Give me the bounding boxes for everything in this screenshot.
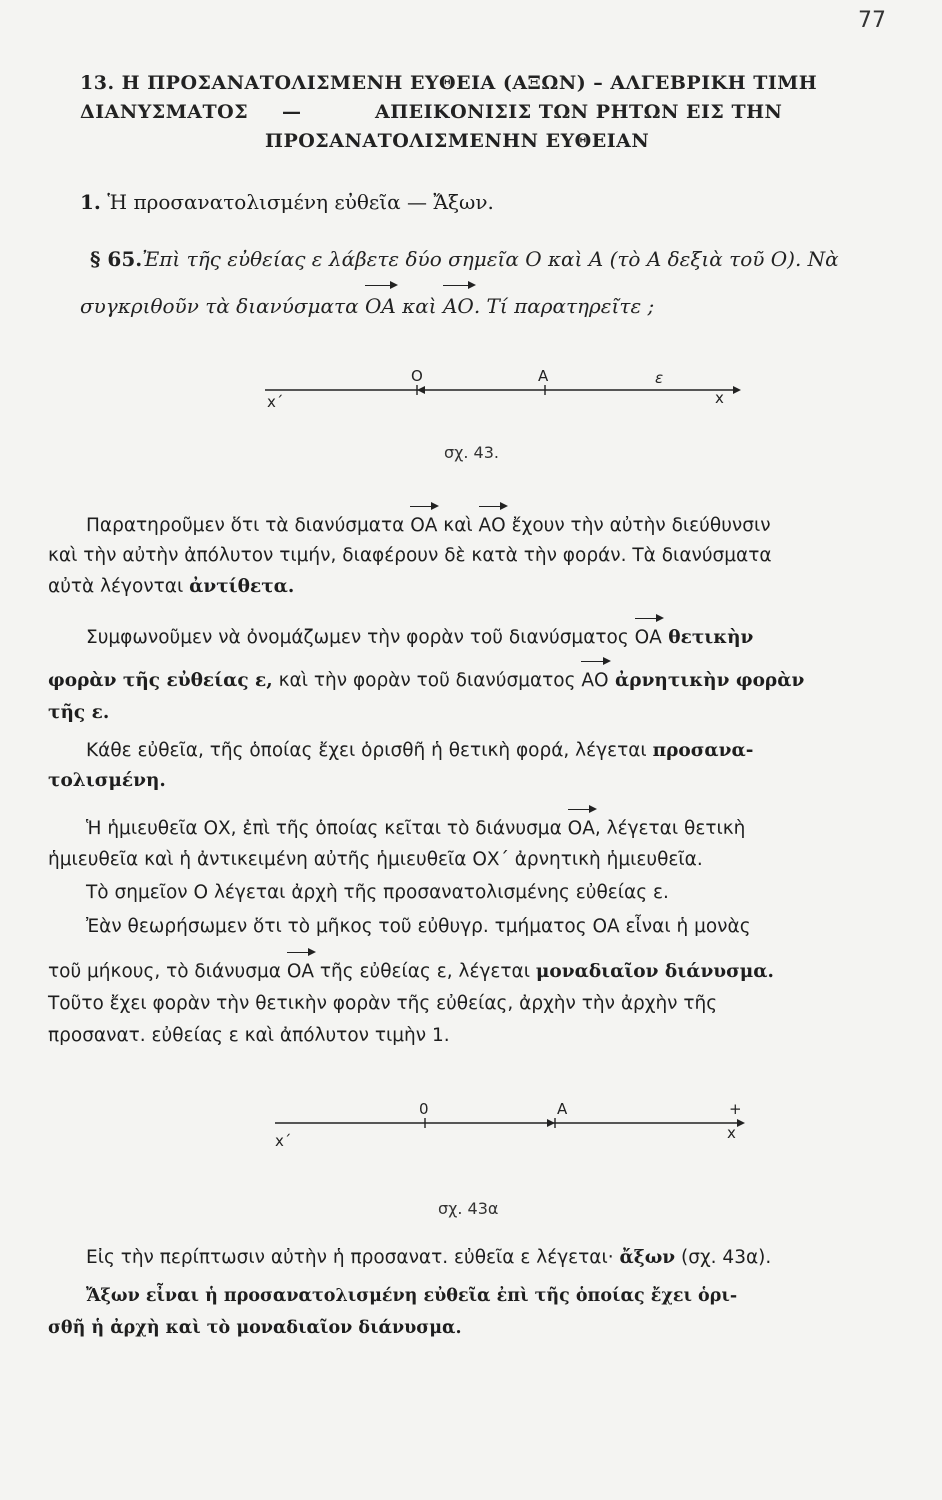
para2-text2: καὶ τὴν φορὰν τοῦ διανύσματος [272,670,582,691]
para4-text2: , λέγεται θετικὴ [594,818,746,839]
para6-line4: προσανατ. εὐθείας ε καὶ ἀπόλυτον τιμὴν 1. [48,1025,450,1046]
exercise-text4: . Τί παρατηρεῖτε ; [473,294,655,318]
term-oriented-cont: τολισμένη. [48,770,166,791]
label-a: A [538,367,549,385]
term-of-eps: τῆς ε. [48,702,110,723]
para3-line2 [48,770,166,791]
para7 [86,1247,771,1268]
exercise-text2: συγκριθοῦν τὰ διανύσματα [80,294,365,318]
page-number: 77 [858,8,886,33]
para1-text2: καὶ [437,515,479,536]
exercise-line1 [90,247,839,271]
label-epsilon: ε [655,369,664,387]
vector-oa: ΟΑ [364,294,396,318]
para2-text: Συμφωνοῦμεν νὰ ὀνομάζωμεν τὴν φορὰν τοῦ διανύσματος [86,627,635,648]
term-oriented: προσανα- [652,740,754,761]
vector-oa: ΟΑ [634,627,662,648]
chapter-title-line2a: ΔΙΑΝΥΣΜΑΤΟΣ [80,101,249,123]
label-x: x [715,389,724,407]
section-number: 1. [80,190,101,214]
label-x-prime: x΄ [275,1132,292,1150]
label-o: O [411,367,423,385]
label-origin: 0 [419,1100,429,1118]
section-heading [80,190,494,214]
section-title: Ἡ προσανατολισμένη εὐθεῖα — Ἄξων. [107,190,494,214]
label-a: A [557,1100,568,1118]
axis-arrow-right [737,1119,745,1127]
label-x: x [727,1124,736,1142]
para1-line1 [86,515,771,536]
label-plus: + [729,1100,742,1118]
definition-line1: Ἄξων εἶναι ἡ προσανατολισμένη εὐθεῖα ἐπὶ τῆς ὁποίας ἔχει ὁρι- [86,1286,738,1306]
chapter-title-line3: ΠΡΟΣΑΝΑΤΟΛΙΣΜΕΝΗΝ ΕΥΘΕΙΑΝ [265,130,650,152]
para2-line1 [86,627,753,648]
term-positive-direction: φορὰν τῆς εὐθείας ε, [48,670,273,691]
vector-ao-arrowhead [417,386,425,394]
para1-text: Παρατηροῦμεν ὅτι τὰ διανύσματα [86,515,411,536]
figure-43a-caption: σχ. 43α [438,1199,499,1218]
para6-text: τοῦ μήκους, τὸ διάνυσμα [48,961,287,982]
unit-vector-arrowhead [547,1119,555,1127]
para4-text: Ἡ ἡμιευθεῖα ΟΧ, ἐπὶ τῆς ὁποίας κεῖται τὸ διάνυσμα [86,818,568,839]
para6-text2: τῆς εὐθείας ε, λέγεται [314,961,536,982]
chapter-title-line1: 13. Η ΠΡΟΣΑΝΑΤΟΛΙΣΜΕΝΗ ΕΥΘΕΙΑ (ΑΞΩΝ) – ΑΛΓΕΒΡΙΚΗ ΤΙΜΗ [80,72,818,94]
term-positive: θετικὴν [661,627,754,648]
label-x-prime: x΄ [267,393,284,411]
exercise-line2 [80,294,654,318]
vector-oa: ΟΑ [286,961,315,982]
axis-arrow-right [733,386,741,394]
exercise-text3: καὶ [395,294,443,318]
figure-43-caption: σχ. 43. [444,443,499,462]
para1-text4: αὐτὰ λέγονται [48,576,190,597]
para4-line2: ἡμιευθεῖα καὶ ἡ ἀντικειμένη αὐτῆς ἡμιευθεῖα ΟΧ΄ ἀρνητικὴ ἡμιευθεῖα. [48,849,703,870]
para5: Τὸ σημεῖον Ο λέγεται ἀρχὴ τῆς προσανατολισμένης εὐθείας ε. [86,882,669,903]
para2-line3 [48,702,109,723]
vector-ao: ΑΟ [581,670,609,691]
para2-line2 [48,670,804,691]
para3-line1 [86,740,753,761]
vector-ao: ΑΟ [442,294,474,318]
vector-ao: ΑΟ [478,515,506,536]
para6-line2 [48,961,774,982]
term-negative-direction: ἀρνητικὴν φορὰν [608,670,805,691]
term-axis: ἄξων [619,1247,676,1268]
term-antitheta: ἀντίθετα. [189,576,295,597]
para1-text3: ἔχουν τὴν αὐτὴν διεύθυνσιν [505,515,771,536]
figure-43 [255,365,755,415]
chapter-title-line2b: — [282,101,302,123]
para7-text: Εἰς τὴν περίπτωσιν αὐτὴν ἡ προσανατ. εὐθεῖα ε λέγεται· [86,1247,620,1268]
para6-line3: Τοῦτο ἔχει φορὰν τὴν θετικὴν φορὰν τῆς εὐθείας, ἀρχὴν τὴν ἀρχὴν τῆς [48,993,718,1014]
figure-43a [265,1098,765,1153]
term-unit-vector: μοναδιαῖον διάνυσμα. [535,961,774,982]
exercise-text: Ἐπὶ τῆς εὐθείας ε λάβετε δύο σημεῖα Ο καὶ Α (τὸ Α δεξιὰ τοῦ Ο). Νὰ [142,247,839,271]
para3-text: Κάθε εὐθεῖα, τῆς ὁποίας ἔχει ὁρισθῆ ἡ θετικὴ φορά, λέγεται [86,740,653,761]
vector-oa: ΟΑ [410,515,438,536]
definition-line2: σθῆ ἡ ἀρχὴ καὶ τὸ μοναδιαῖον διάνυσμα. [48,1318,462,1338]
para4-line1 [86,818,745,839]
vector-oa: ΟΑ [567,818,595,839]
chapter-title-line2c: ΑΠΕΙΚΟΝΙΣΙΣ ΤΩΝ ΡΗΤΩΝ ΕΙΣ ΤΗΝ [375,101,783,123]
exercise-mark: § 65. [90,247,143,271]
para7-text2: (σχ. 43α). [675,1247,772,1268]
para1-line3 [48,576,294,597]
para6-line1: Ἐὰν θεωρήσωμεν ὅτι τὸ μῆκος τοῦ εὐθυγρ. τμήματος ΟΑ εἶναι ἡ μονὰς [86,916,751,937]
para1-line2: καὶ τὴν αὐτὴν ἀπόλυτον τιμήν, διαφέρουν δὲ κατὰ τὴν φοράν. Τὰ διανύσματα [48,545,772,566]
